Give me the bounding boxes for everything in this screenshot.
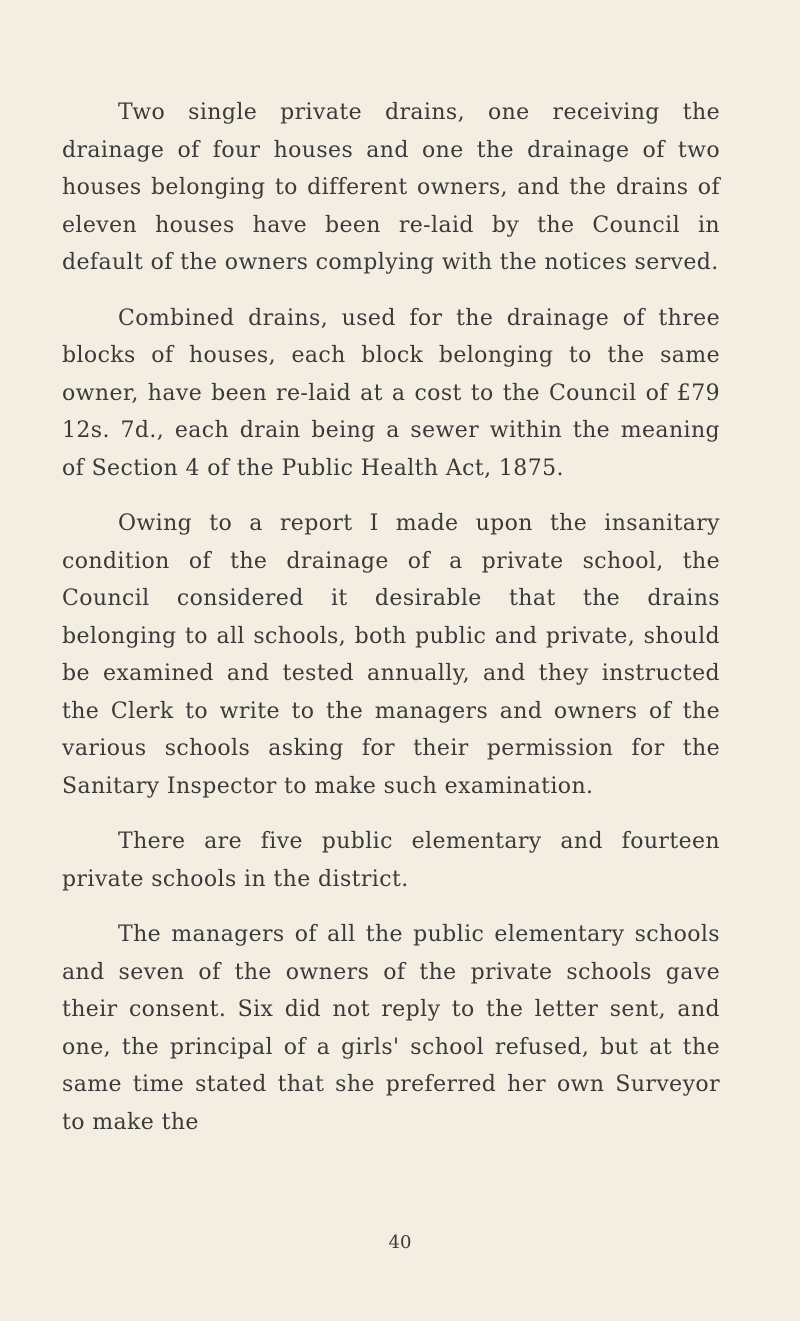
paragraph-school-drainage-report: Owing to a report I made upon the insanitary condition of the drainage of a private school, the Council considered it desirable that the drains belonging to all schools, both public and private, should be examined and tested annually, and they instructed the Clerk to write to the managers and owners of the various schools asking for their permission for the Sanitary Inspector to make such examination.: [62, 511, 720, 799]
body-text: [62, 94, 720, 1159]
paragraph-combined-drains: Combined drains, used for the drainage of three blocks of houses, each block belonging to the same owner, have been re-laid at a cost to the Council of £79 12s. 7d., each drain being a sewer within the meaning of Section 4 of the Public Health Act, 1875.: [62, 305, 720, 481]
paragraph-consent-replies: The managers of all the public elementary schools and seven of the owners of the private schools gave their consent. Six did not reply to the letter sent, and one, the principal of a girls' school refused, but at the same time stated that she preferred her own Surveyor to make the: [62, 922, 720, 1135]
page-number: 40: [388, 1232, 412, 1253]
paragraph-school-count: There are five public elementary and fourteen private schools in the district.: [62, 829, 720, 892]
paragraph-private-drains: Two single private drains, one receiving the drainage of four houses and one the drainage of two houses belonging to different owners, and the drains of eleven houses have been re-laid by the Council in default of the owners complying with the notices served.: [62, 100, 720, 275]
